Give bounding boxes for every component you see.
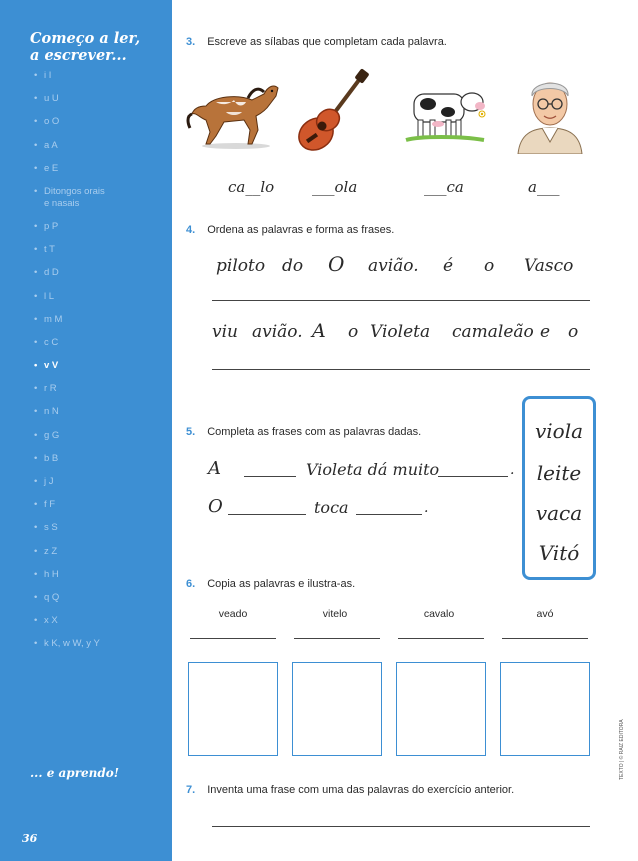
page-number: 36 <box>22 832 38 845</box>
q6-prompt: Copia as palavras e ilustra-as. <box>207 578 356 590</box>
sidebar-item: • e E <box>34 163 105 186</box>
q5-period: . <box>510 462 515 478</box>
q6-heading <box>186 578 355 590</box>
sidebar-item: • g G <box>34 430 105 453</box>
q3-answer-3: ___ca <box>424 178 464 196</box>
q5-blank <box>438 476 508 477</box>
q4-word: A <box>312 320 326 342</box>
q5-sentence1-mid: Violeta dá muito <box>306 460 440 479</box>
q7-prompt: Inventa uma frase com uma das palavras do exercício anterior. <box>207 784 515 796</box>
margin-note: TEXTO | © RAIZ EDITORA <box>619 719 625 780</box>
sidebar-item: • c C <box>34 337 105 360</box>
q4-number: 4. <box>186 224 196 236</box>
sidebar-list <box>34 70 105 662</box>
q4-word: camaleão <box>452 322 534 342</box>
q5-sentence2-mid: toca <box>314 498 349 517</box>
q6-copy-line <box>398 638 484 639</box>
sidebar-item: • b B <box>34 453 105 476</box>
q6-word: veado <box>218 608 248 620</box>
q6-number: 6. <box>186 578 196 590</box>
horse-picture <box>186 72 282 150</box>
q4-prompt: Ordena as palavras e forma as frases. <box>207 224 395 236</box>
word-bank-item: leite <box>536 461 582 485</box>
q5-word-bank <box>522 396 596 580</box>
cow-picture <box>400 82 490 144</box>
q5-heading <box>186 426 421 438</box>
q7-number: 7. <box>186 784 196 796</box>
q6-copy-line <box>294 638 380 639</box>
sidebar-title <box>30 30 140 64</box>
q4-word: e <box>540 322 551 342</box>
q4-heading <box>186 224 394 236</box>
q4-answer-line <box>212 300 590 301</box>
q6-word: avó <box>536 608 554 620</box>
q6-copy-line <box>190 638 276 639</box>
q4-word: piloto <box>216 256 266 276</box>
q6-copy-line <box>502 638 588 639</box>
guitar-picture <box>294 68 374 152</box>
sidebar-item <box>34 186 105 221</box>
sidebar-item: • f F <box>34 499 105 522</box>
sidebar-item-current: • v V <box>34 360 105 383</box>
sidebar-item: • s S <box>34 522 105 545</box>
sidebar <box>0 0 172 861</box>
sidebar-item: • o O <box>34 116 105 139</box>
q6-word: cavalo <box>423 608 455 620</box>
q6-drawing-box <box>396 662 486 756</box>
q3-number: 3. <box>186 36 196 48</box>
sidebar-item: • l L <box>34 291 105 314</box>
q5-period: . <box>424 500 429 516</box>
sidebar-item: • p P <box>34 221 105 244</box>
q6-word: vitelo <box>322 608 348 620</box>
grandmother-picture <box>512 70 588 154</box>
sidebar-item-label: Ditongos orais <box>44 185 105 197</box>
q4-word: o <box>568 322 579 342</box>
q7-answer-line <box>212 826 590 827</box>
q3-heading <box>186 36 447 48</box>
q3-prompt: Escreve as sílabas que completam cada palavra. <box>207 36 447 48</box>
q4-word: do <box>282 256 304 276</box>
q7-heading <box>186 784 514 796</box>
q5-number: 5. <box>186 426 196 438</box>
word-bank-item: viola <box>534 419 584 443</box>
sidebar-item: • r R <box>34 383 105 406</box>
q5-blank <box>356 514 422 515</box>
q5-prompt: Completa as frases com as palavras dadas. <box>207 426 422 438</box>
q3-answer-4: a___ <box>528 178 560 196</box>
sidebar-item: • d D <box>34 267 105 290</box>
q6-drawing-box <box>188 662 278 756</box>
q4-word: o <box>348 322 359 342</box>
sidebar-item: • q Q <box>34 592 105 615</box>
sidebar-item: • i I <box>34 70 105 93</box>
q4-word: O <box>328 252 345 276</box>
q3-answer-1: ca__lo <box>228 178 275 196</box>
q4-word: é <box>443 256 454 276</box>
q5-sentence1-start: A <box>208 458 221 479</box>
q5-blank <box>244 476 296 477</box>
sidebar-item: • u U <box>34 93 105 116</box>
q4-word: Vasco <box>524 256 574 276</box>
q4-word: avião. <box>252 322 303 342</box>
q5-blank <box>228 514 306 515</box>
sidebar-item: • k K, w W, y Y <box>34 638 105 661</box>
sidebar-title-line1: Começo a ler, <box>30 30 141 47</box>
sidebar-item: • x X <box>34 615 105 638</box>
q4-word: avião. <box>368 256 419 276</box>
q4-word: viu <box>212 322 238 342</box>
sidebar-item: • j J <box>34 476 105 499</box>
sidebar-item-label2: e nasais <box>44 197 80 209</box>
word-bank-item: Vitó <box>538 541 580 565</box>
q4-word: Violeta <box>370 322 431 342</box>
q5-sentence2-start: O <box>208 496 223 517</box>
q6-drawing-box <box>500 662 590 756</box>
q4-word: o <box>484 256 495 276</box>
sidebar-item: • t T <box>34 244 105 267</box>
q4-answer-line <box>212 369 590 370</box>
sidebar-item: • a A <box>34 140 105 163</box>
q3-answer-2: ___ola <box>312 178 358 196</box>
sidebar-item: • m M <box>34 314 105 337</box>
sidebar-item: • z Z <box>34 546 105 569</box>
q6-drawing-box <box>292 662 382 756</box>
sidebar-title-line2: a escrever... <box>30 47 127 64</box>
word-bank-item: vaca <box>535 501 583 525</box>
sidebar-footer: ... e aprendo! <box>30 766 120 780</box>
sidebar-item: • n N <box>34 406 105 429</box>
sidebar-item: • h H <box>34 569 105 592</box>
